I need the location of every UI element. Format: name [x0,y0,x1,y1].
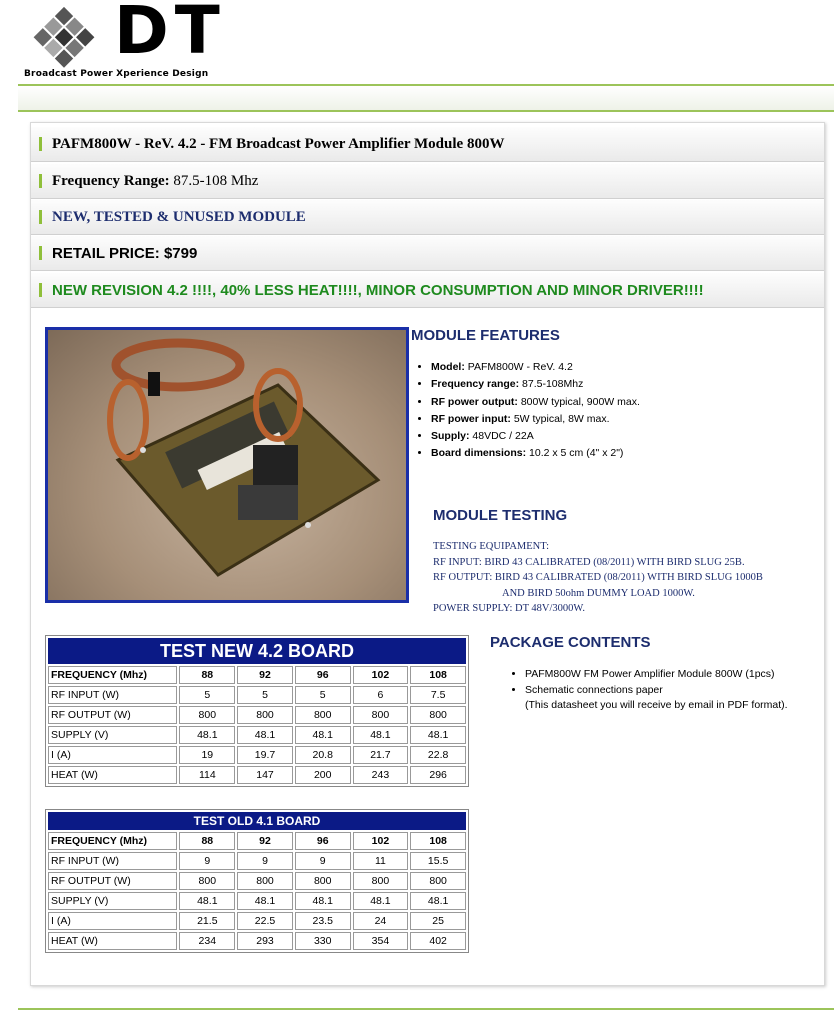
cell: 96 [295,832,351,850]
cell: 25 [410,912,466,930]
cell: 243 [353,766,409,784]
table-row [48,912,466,930]
cell: 234 [179,932,235,950]
table-row [48,892,466,910]
package-title: PACKAGE CONTENTS [490,634,651,651]
table-new-title: TEST NEW 4.2 BOARD [48,638,466,664]
table-row [48,726,466,744]
header-bar-revision [31,273,824,308]
revision-promo: NEW REVISION 4.2 !!!!, 40% LESS HEAT!!!!, MINOR CONSUMPTION AND MINOR DRIVER!!!! [52,282,704,299]
feature-item: • RF power output: 800W typical, 900W max. [431,394,640,411]
table-row [48,832,466,850]
testing-line: RF OUTPUT: BIRD 43 CALIBRATED (08/2011) WITH BIRD SLUG 1000B [433,572,763,583]
table-old-title: TEST OLD 4.1 BOARD [48,812,466,830]
cell: 330 [295,932,351,950]
main-content [30,122,825,986]
cell: 800 [295,706,351,724]
cell: 108 [410,666,466,684]
cell-label: RF OUTPUT (W) [48,872,177,890]
footer-divider [18,1008,834,1010]
testing-line: POWER SUPPLY: DT 48V/3000W. [433,603,586,614]
table-new-board [45,635,469,787]
cell: 5 [295,686,351,704]
cell: 48.1 [179,892,235,910]
module-photo [45,327,409,603]
cell: 22.8 [410,746,466,764]
cell: 354 [353,932,409,950]
testing-line: RF INPUT: BIRD 43 CALIBRATED (08/2011) WITH BIRD SLUG 25B. [433,556,745,568]
cell: 19.7 [237,746,293,764]
cell-label: SUPPLY (V) [48,892,177,910]
cell: 800 [353,872,409,890]
cell: 293 [237,932,293,950]
cell: 108 [410,832,466,850]
table-row [48,746,466,764]
testing-equipment-label: TESTING EQUIPAMENT: [433,541,550,552]
nav-band [18,86,834,110]
cell: 7.5 [410,686,466,704]
cell: 92 [237,666,293,684]
cell: 6 [353,686,409,704]
condition-text: NEW, TESTED & UNUSED MODULE [52,209,306,225]
header-bar-condition [31,200,824,235]
cell: 92 [237,832,293,850]
cell: 800 [295,872,351,890]
feature-item: • Supply: 48VDC / 22A [431,428,640,445]
table-row [48,766,466,784]
cell: 48.1 [237,726,293,744]
feature-item: • RF power input: 5W typical, 8W max. [431,411,640,428]
header-divider-lower [18,110,834,112]
bar-marker [39,210,42,224]
cell: 48.1 [353,892,409,910]
cell: 11 [353,852,409,870]
cell: 48.1 [410,892,466,910]
bar-marker [39,137,42,151]
features-title: MODULE FEATURES [411,327,560,344]
cell: 800 [410,872,466,890]
bar-marker [39,246,42,260]
cell: 9 [295,852,351,870]
cell: 5 [179,686,235,704]
testing-title: MODULE TESTING [433,507,568,524]
table-row [48,706,466,724]
cell: 48.1 [237,892,293,910]
table-old-board [45,809,469,953]
title-model: PAFM800W - ReV. 4.2 - FM Broadcast Power Amplifier Module 800W [52,136,505,152]
cell: 48.1 [295,892,351,910]
cell-label: I (A) [48,746,177,764]
feature-item: • Frequency range: 87.5-108Mhz [431,376,640,393]
feature-item: • Model: PAFM800W - ReV. 4.2 [431,359,640,376]
cell: 102 [353,832,409,850]
table-row [48,686,466,704]
header-bar-model [31,127,824,162]
cell: 21.7 [353,746,409,764]
bar-marker [39,174,42,188]
table-row [48,852,466,870]
cell-label: RF INPUT (W) [48,852,177,870]
cell: 102 [353,666,409,684]
cell: 800 [179,706,235,724]
testing-details [433,539,763,617]
cell: 24 [353,912,409,930]
features-list [415,359,640,463]
cell: 15.5 [410,852,466,870]
cell: 21.5 [179,912,235,930]
table-row [48,666,466,684]
cell: 402 [410,932,466,950]
cell: 147 [237,766,293,784]
logo[interactable] [22,0,242,86]
retail-price: RETAIL PRICE: $799 [52,245,198,262]
package-item: • Schematic connections paper (This datasheet you will receive by email in PDF format). [525,683,788,714]
cell-label: FREQUENCY (Mhz) [48,832,177,850]
cell: 800 [179,872,235,890]
cell: 800 [237,872,293,890]
frequency-range: Frequency Range: 87.5-108 Mhz [52,173,259,189]
cell: 22.5 [237,912,293,930]
logo-tagline: Broadcast Power Xperience Design [24,69,209,79]
amplifier-board-image [48,330,406,600]
cell: 20.8 [295,746,351,764]
cell: 9 [179,852,235,870]
cell: 48.1 [353,726,409,744]
cell-label: RF OUTPUT (W) [48,706,177,724]
table-row [48,932,466,950]
cell: 800 [353,706,409,724]
cell: 48.1 [179,726,235,744]
cell: 23.5 [295,912,351,930]
cell: 96 [295,666,351,684]
cell: 88 [179,666,235,684]
cell: 800 [237,706,293,724]
feature-item: • Board dimensions: 10.2 x 5 cm (4" x 2") [431,445,640,462]
cell-label: FREQUENCY (Mhz) [48,666,177,684]
logo-letters: DT [114,0,226,69]
cell: 296 [410,766,466,784]
cell-label: HEAT (W) [48,932,177,950]
cell: 5 [237,686,293,704]
cell: 48.1 [410,726,466,744]
table-row [48,872,466,890]
cell-label: SUPPLY (V) [48,726,177,744]
testing-line: AND BIRD 50ohm DUMMY LOAD 1000W. [502,587,695,599]
cell: 200 [295,766,351,784]
cell-label: RF INPUT (W) [48,686,177,704]
header-bar-price [31,236,824,271]
cell: 19 [179,746,235,764]
cell: 114 [179,766,235,784]
header-bar-frequency [31,164,824,199]
cell: 800 [410,706,466,724]
cell-label: HEAT (W) [48,766,177,784]
bar-marker [39,283,42,297]
cell-label: I (A) [48,912,177,930]
package-list [509,667,788,714]
cell: 9 [237,852,293,870]
cell: 88 [179,832,235,850]
cell: 48.1 [295,726,351,744]
package-item: • PAFM800W FM Power Amplifier Module 800W (1pcs) [525,667,788,683]
